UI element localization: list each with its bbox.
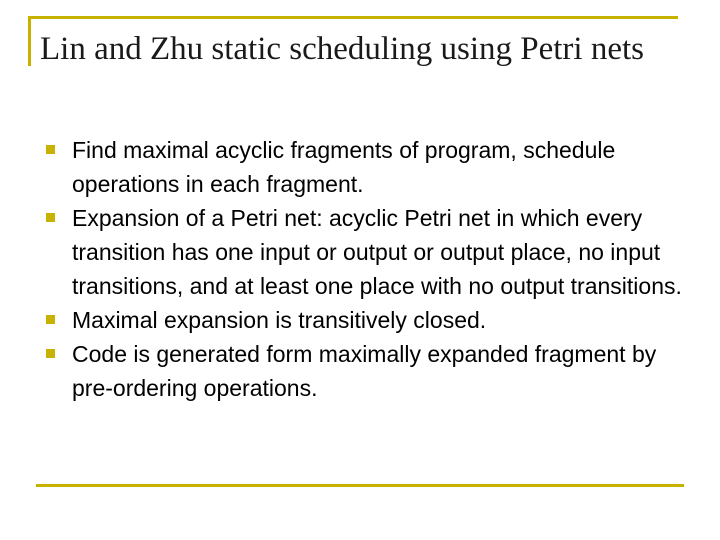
bullet-list	[40, 133, 690, 405]
bullet-item	[40, 303, 690, 337]
square-bullet-icon	[46, 349, 55, 358]
slide-frame-left-rule	[28, 16, 31, 66]
slide-frame-bottom-rule	[36, 484, 684, 487]
square-bullet-icon	[46, 315, 55, 324]
square-bullet-icon	[46, 213, 55, 222]
square-bullet-icon	[46, 145, 55, 154]
bullet-text: Maximal expansion is transitively closed.	[72, 307, 487, 333]
bullet-text: Expansion of a Petri net: acyclic Petri net in which every transition has one input or output or output place, no input transitions, and at least one place with no output transitions.	[72, 205, 682, 299]
bullet-text: Find maximal acyclic fragments of program, schedule operations in each fragment.	[72, 137, 616, 197]
slide-frame-top-rule	[28, 16, 678, 19]
bullet-text: Code is generated form maximally expanded fragment by pre-ordering operations.	[72, 341, 657, 401]
bullet-item	[40, 201, 690, 303]
bullet-item	[40, 133, 690, 201]
bullet-item	[40, 337, 690, 405]
slide-title: Lin and Zhu static scheduling using Petri nets	[40, 31, 644, 67]
